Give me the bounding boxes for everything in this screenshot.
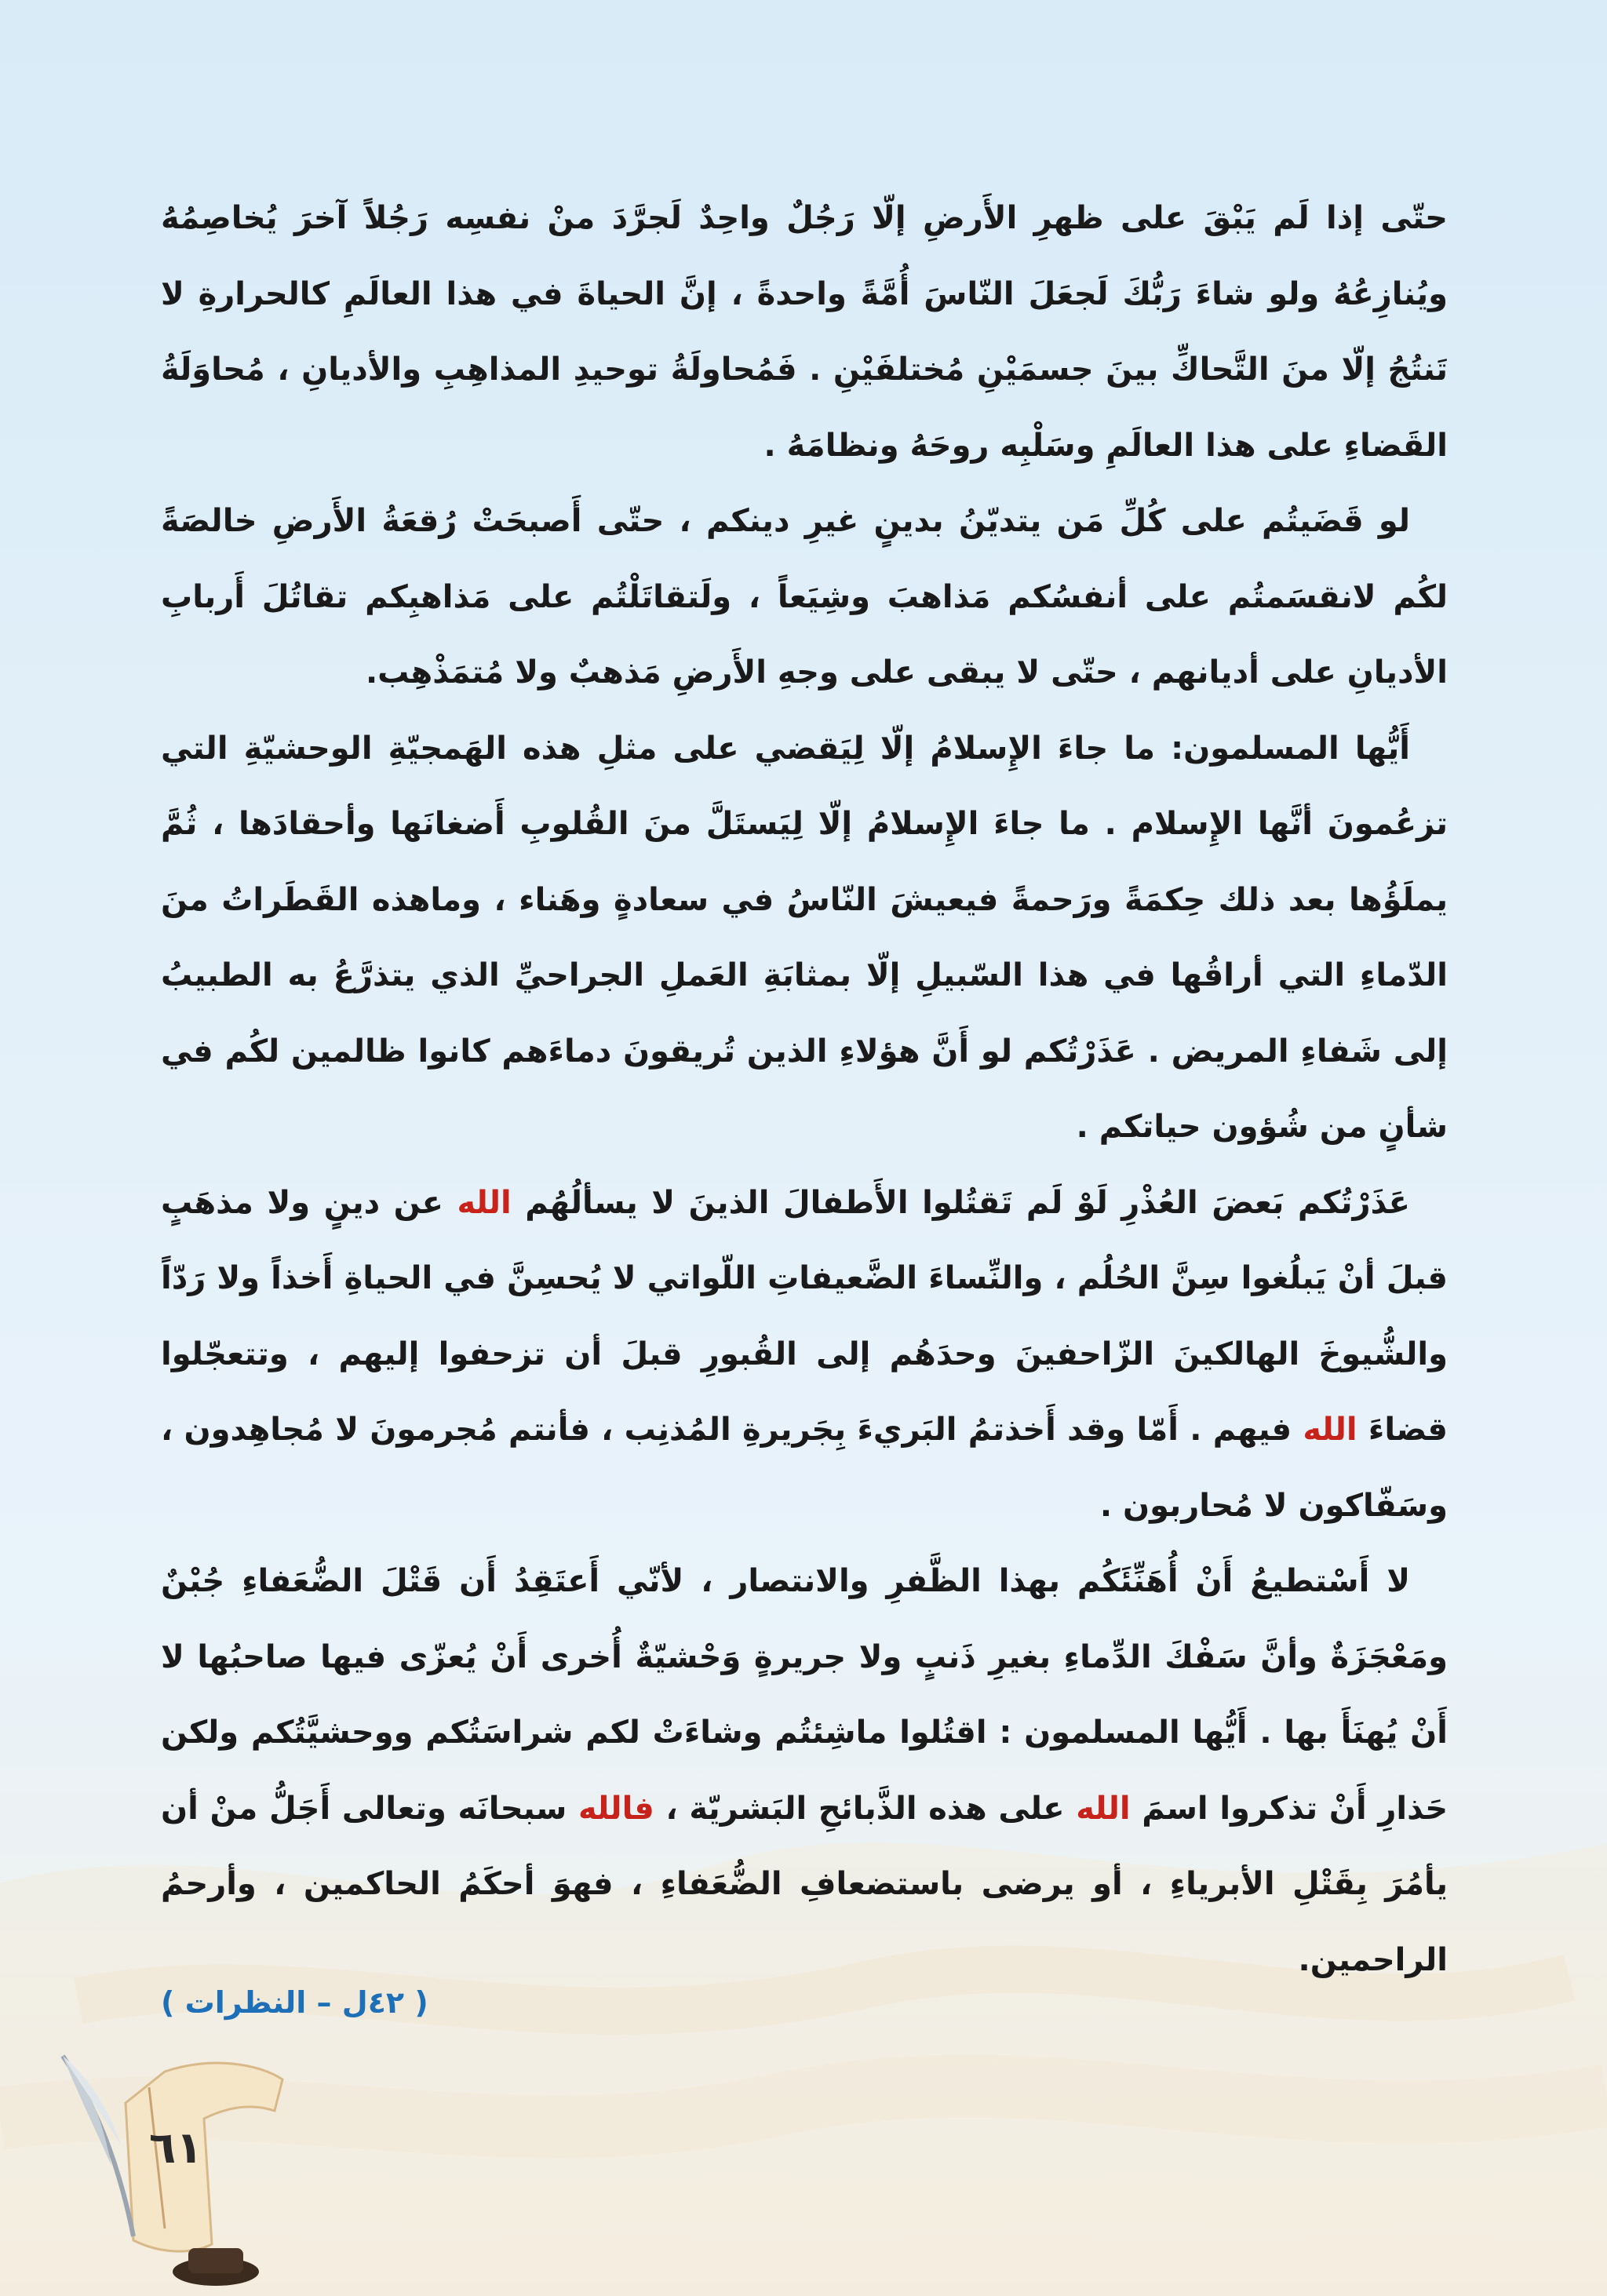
paragraph	[161, 1543, 1448, 1998]
divine-name-highlight: الله	[1076, 1790, 1131, 1827]
text-run: سبحانَه وتعالى أَجَلُّ منْ أن يأمُرَ بِقَتْلِ الأبرياءِ ، أو يرضى باستضعافِ الضُّعَفاءِ ، فهوَ أحكَمُ الحاكمين ، وأرحمُ الراحمين.	[161, 1790, 1448, 1978]
article-body	[161, 180, 1448, 1998]
text-run: لو قَضَيتُم على كُلِّ مَن يتديّنُ بدينٍ غيرِ دينكم ، حتّى أَصبحَتْ رُقعَةُ الأَرضِ خالصَةً لكُم لانقسَمتُم على أنفسُكم مَذاهبَ وشِيَعاً ، ولَتقاتَلْتُم على مَذاهبِكم تقاتُلَ أَربابِ الأديانِ على أديانهم ، حتّى لا يبقى على وجهِ الأَرضِ مَذهبٌ ولا مُتمَذْهِب.	[161, 503, 1448, 691]
text-run: لا أَسْتطيعُ أَنْ أُهَنِّئَكُم بهذا الظَّفرِ والانتصار ، لأنّي أَعتَقِدُ أَن قَتْلَ الضُّعَفاءِ جُبْنٌ ومَعْجَزَةٌ وأنَّ سَفْكَ الدِّماءِ بغيرِ ذَنبٍ ولا جريرةٍ وَحْشيّةٌ أُخرى أَنْ يُعزّى فيها صاحبُها لا أَنْ يُهنَأَ بها . أَيُّها المسلمون : اقتُلوا ماشِئتُم وشاءَتْ لكم شراسَتُكم ووحشيَّتُكم ولكن حَذارِ أَنْ تذكروا اسمَ	[161, 1563, 1448, 1827]
text-run: عن دينٍ ولا مذهَبٍ قبلَ أنْ يَبلُغوا سِنَّ الحُلُم ، والنِّساءَ الضَّعيفاتِ اللّواتي لا يُحسِنَّ في الحياةِ أَخذاً ولا رَدّاً والشُّيوخَ الهالكينَ الزّاحفينَ وحدَهُم إلى القُبورِ قبلَ أن تزحفوا إليهم ، وتتعجّلوا قضاءَ	[161, 1184, 1448, 1448]
text-run: حتّى إذا لَم يَبْقَ على ظهرِ الأَرضِ إلّا رَجُلٌ واحِدٌ لَجرَّدَ منْ نفسِه رَجُلاً آخرَ يُخاصِمُهُ ويُنازِعُهُ ولو شاءَ رَبُّكَ لَجعَلَ النّاسَ أُمَّةً واحدةً ، إنَّ الحياةَ في هذا العالَمِ كالحرارةِ لا تَنتُجُ إلّا منَ التَّحاكِّ بينَ جسمَيْنِ مُختلفَيْنِ . فَمُحاولَةُ توحيدِ المذاهِبِ والأديانِ ، مُحاوَلَةُ القَضاءِ على هذا العالَمِ وسَلْبِه روحَهُ ونظامَهُ .	[161, 200, 1448, 464]
divine-name-highlight: الله	[1303, 1412, 1357, 1448]
page-number: ٦١	[149, 2123, 203, 2174]
paragraph	[161, 1165, 1448, 1544]
divine-name-highlight: الله	[457, 1184, 512, 1221]
source-citation: ( ٤٢ل – النظرات )	[161, 1985, 428, 2020]
text-run: على هذه الذَّبائحِ البَشريّة ،	[654, 1790, 1077, 1827]
text-run: أَيُّها المسلمون: ما جاءَ الإِسلامُ إلّا لِيَقضي على مثلِ هذه الهَمجيّةِ الوحشيّةِ التي تزعُمونَ أنَّها الإِسلام . ما جاءَ الإِسلامُ إلّا لِيَستَلَّ منَ القُلوبِ أَضغانَها وأحقادَها ، ثُمَّ يملَؤُها بعد ذلك حِكمَةً ورَحمةً فيعيشَ النّاسُ في سعادةٍ وهَناء ، وماهذه القَطَراتُ منَ الدّماءِ التي أراقُها في هذا السّبيلِ إلّا بمثابَةِ العَملِ الجراحيِّ الذي يتذرَّعُ به الطبيبُ إلى شَفاءِ المريض . عَذَرْتُكم لو أَنَّ هؤلاءِ الذين تُريقونَ دماءَهم كانوا ظالمين لكُم في شأنٍ من شُؤون حياتكم .	[161, 730, 1448, 1145]
text-run: فيهم . أَمّا وقد أَخذتمُ البَريءَ بِجَريرةِ المُذنِب ، فأنتم مُجرمونَ لا مُجاهِدون ، وسَفّاكون لا مُحاربون .	[161, 1412, 1448, 1524]
paragraph	[161, 180, 1448, 483]
divine-name-highlight: فالله	[578, 1790, 654, 1827]
text-run: عَذَرْتُكم بَعضَ العُذْرِ لَوْ لَم تَقتُلوا الأَطفالَ الذينَ لا يسألُهُم	[511, 1184, 1410, 1221]
paragraph	[161, 483, 1448, 711]
paragraph	[161, 711, 1448, 1165]
